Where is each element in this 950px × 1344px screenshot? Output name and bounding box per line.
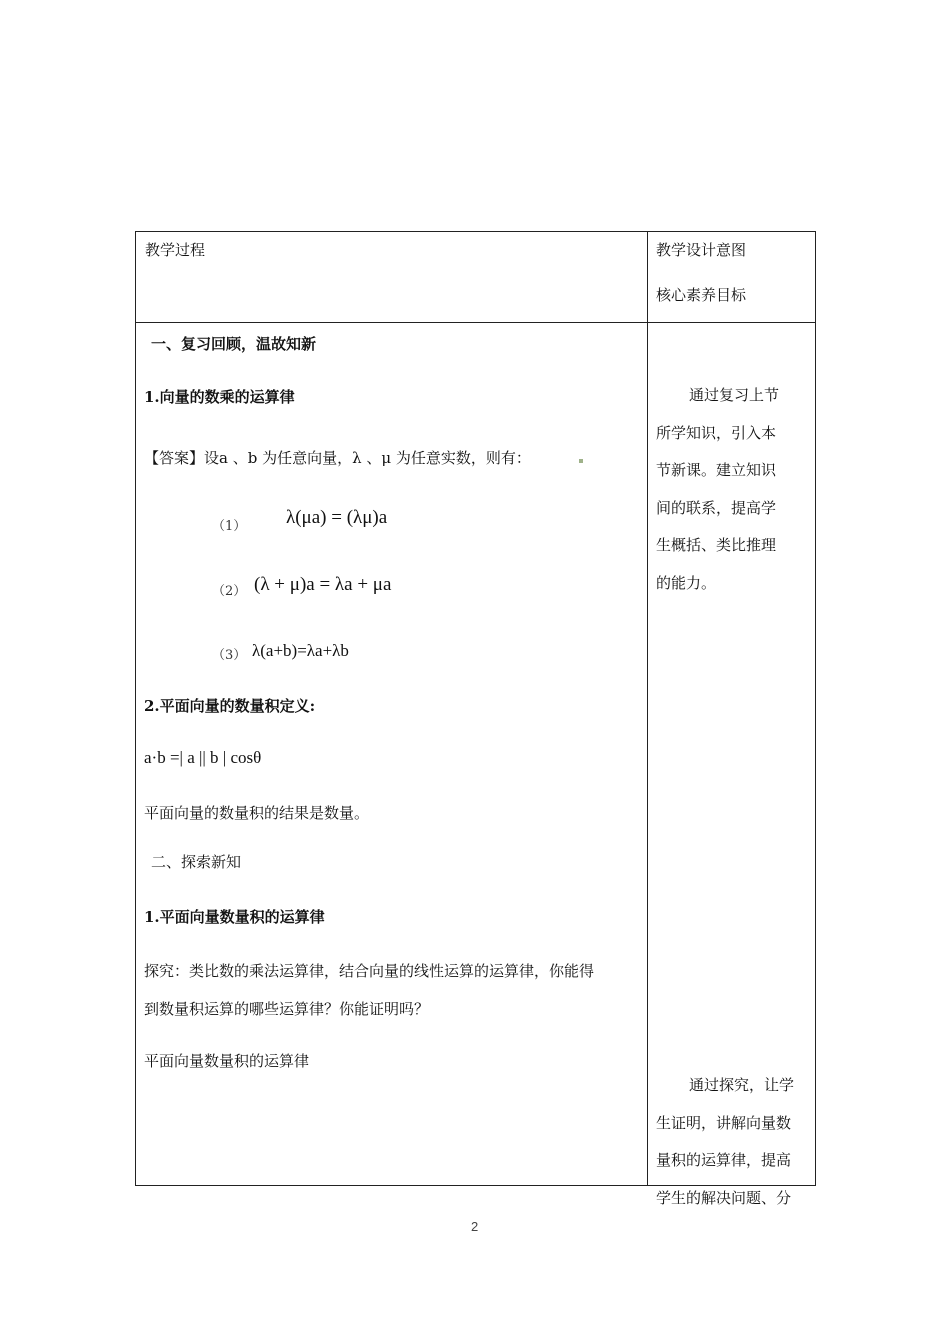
header-teaching-process: 教学过程 — [145, 241, 206, 259]
marker-dot — [579, 459, 583, 463]
page-number: 2 — [471, 1219, 479, 1234]
side-note-line: 通过复习上节 — [689, 386, 780, 404]
dot-product-formula: a·b =| a || b | cosθ — [144, 748, 262, 767]
side-note-line: 的能力。 — [656, 573, 717, 592]
law1-label: （1） — [212, 519, 247, 534]
law2-label: （2） — [212, 584, 247, 599]
table-column-divider — [647, 231, 648, 1186]
law3-label: （3） — [212, 648, 247, 663]
side-note-explore — [656, 1067, 806, 1217]
side-note-review — [656, 377, 806, 602]
dot-product-result-text: 平面向量的数量积的结果是数量。 — [144, 804, 370, 822]
law2-formula: (λ + μ)a = λa + μa — [254, 574, 392, 595]
law1-formula: λ(μa) = (λμ)a — [286, 507, 388, 528]
dot-laws-caption: 平面向量数量积的运算律 — [144, 1052, 310, 1070]
side-note-line: 间的联系，提高学 — [656, 498, 777, 517]
answer-text: 【答案】设a 、b 为任意向量，λ 、μ 为任意实数，则有： — [144, 449, 531, 467]
table-header-divider — [135, 322, 816, 323]
side-note-line: 生证明，讲解向量数 — [656, 1113, 792, 1132]
side-note-line: 通过探究，让学 — [689, 1076, 795, 1094]
explore-text-line2: 到数量积运算的哪些运算律？你能证明吗？ — [144, 1000, 430, 1018]
side-note-line: 学生的解决问题、分 — [656, 1188, 792, 1207]
subsection-dot-product-title: 2.平面向量的数量积定义: — [144, 697, 316, 715]
side-note-line: 所学知识，引入本 — [656, 423, 777, 442]
header-design-intent: 教学设计意图 — [656, 241, 747, 259]
header-core-literacy: 核心素养目标 — [656, 286, 747, 304]
subsection-dot-laws-title: 1.平面向量数量积的运算律 — [144, 908, 325, 926]
section-explore-title: 二、探索新知 — [151, 853, 242, 871]
side-note-line: 节新课。建立知识 — [656, 461, 777, 479]
side-note-line: 生概括、类比推理 — [656, 536, 777, 554]
section-review-title: 一、复习回顾，温故知新 — [151, 335, 317, 353]
explore-text-line1: 探究：类比数的乘法运算律，结合向量的线性运算的运算律，你能得 — [144, 962, 595, 980]
law3-formula: λ(a+b)=λa+λb — [252, 641, 349, 660]
subsection-scalar-laws-title: 1.向量的数乘的运算律 — [144, 388, 295, 406]
side-note-line: 量积的运算律，提高 — [656, 1151, 792, 1169]
